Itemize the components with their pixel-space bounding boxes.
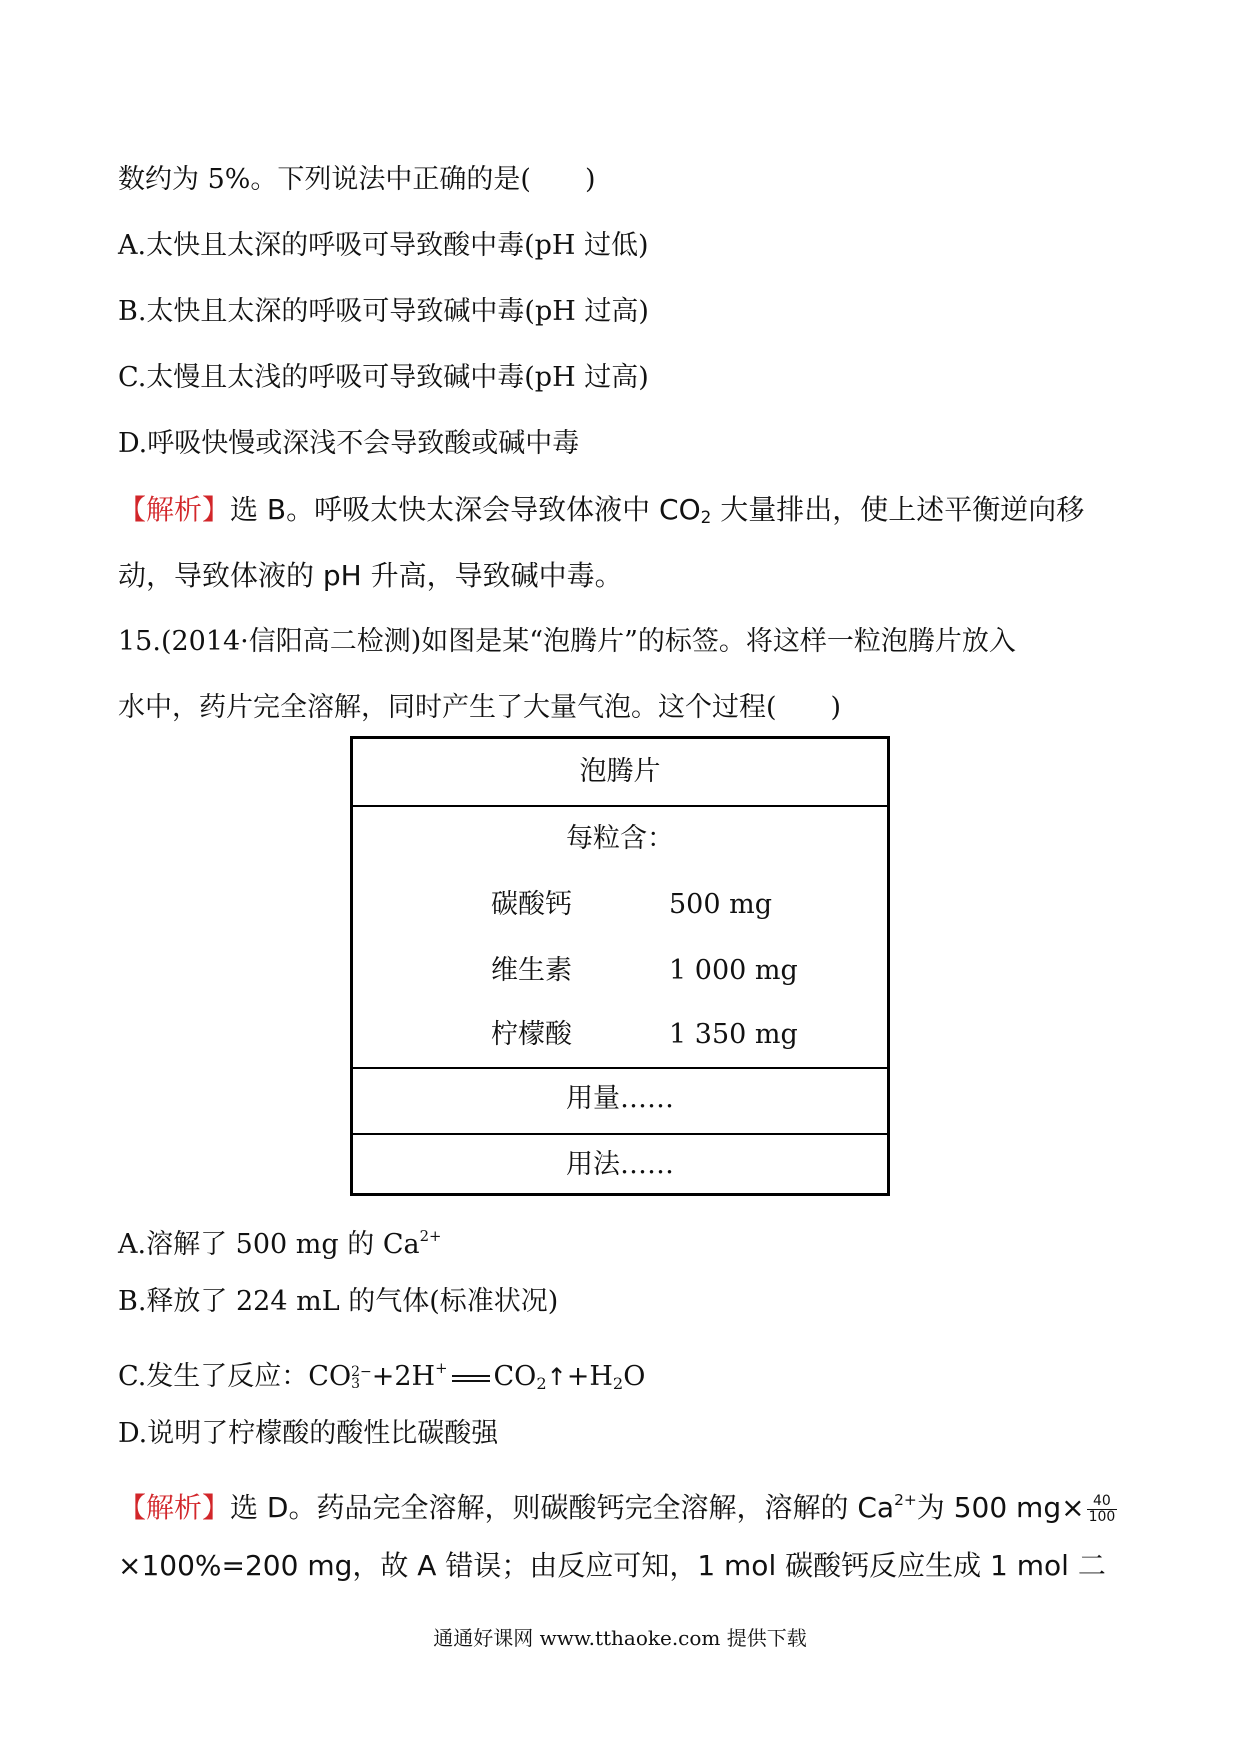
q14-intro: 数约为 5%。下列说法中正确的是( ) <box>118 164 596 195</box>
q15-option-c: C.发生了反应：CO 2− 3 +2H+ $CO_2↑+H_2O$ <box>118 1359 646 1393</box>
label-dosage-row <box>353 1067 887 1135</box>
label-per-tablet: 每粒含： <box>566 823 674 854</box>
q14-option-d: D.呼吸快慢或深浅不会导致酸或碱中毒 <box>118 428 580 459</box>
q15-analysis-line1: 【解析】选 D。药品完全溶解，则碳酸钙完全溶解，溶解的 $Ca^{2+}$为 500 mg× $\frac{40}{100}$ <box>118 1491 1116 1525</box>
page-footer: 通通好课网 www.tthaoke.com 提供下载 <box>433 1626 807 1650</box>
ingredient-amount: 1 000 mg <box>669 955 798 986</box>
ingredient-name: 柠檬酸 <box>491 1019 572 1050</box>
q14-option-a: A.太快且太深的呼吸可导致酸中毒(pH 过低) <box>118 230 649 261</box>
q15-stem-line1: 15.(2014·信阳高二检测)如图是某“泡腾片”的标签。将这样一粒泡腾片放入 <box>118 626 1016 657</box>
label-ingredients-row <box>353 805 887 1069</box>
q15-option-a: A.溶解了 500 mg 的 $Ca^{2+}$ <box>118 1227 442 1260</box>
q15-option-d: D.说明了柠檬酸的酸性比碳酸强 <box>118 1418 499 1449</box>
ingredient-amount: 500 mg <box>669 889 773 920</box>
q14-option-b: B.太快且太深的呼吸可导致碱中毒(pH 过高) <box>118 296 649 327</box>
effervescent-label-table <box>350 736 890 1196</box>
q14-analysis-line1: 【解析】选 B。呼吸太快太深会导致体液中 $CO_2$ 大量排出，使上述平衡逆向移 <box>118 493 1085 527</box>
label-title: 泡腾片 <box>579 756 661 787</box>
equals-sign-icon <box>448 1368 494 1388</box>
ingredient-name: 维生素 <box>491 955 572 986</box>
analysis-tag: 【解析】 <box>118 1491 231 1524</box>
label-usage-row <box>353 1133 887 1193</box>
ingredient-amount: 1 350 mg <box>669 1019 798 1050</box>
q15-stem-line2: 水中，药片完全溶解，同时产生了大量气泡。这个过程( ) <box>118 692 842 723</box>
analysis-tag: 【解析】 <box>118 493 231 526</box>
label-usage: 用法…… <box>566 1149 674 1180</box>
ingredient-name: 碳酸钙 <box>491 889 572 920</box>
q14-analysis-line2: 动，导致体液的 pH 升高，导致碱中毒。 <box>118 559 623 592</box>
q15-option-b: B.释放了 224 mL 的气体(标准状况) <box>118 1286 559 1317</box>
gas-arrow-icon: ↑ <box>546 1363 567 1391</box>
label-title-row <box>353 739 887 807</box>
q14-option-c: C.太慢且太浅的呼吸可导致碱中毒(pH 过高) <box>118 362 649 393</box>
label-dosage: 用量…… <box>566 1083 674 1114</box>
fraction: $\frac{40}{100}$ <box>1088 1492 1116 1525</box>
q15-analysis-line2: ×100%=200 mg，故 A 错误；由反应可知，1 mol 碳酸钙反应生成 1 mol 二 <box>118 1549 1106 1582</box>
